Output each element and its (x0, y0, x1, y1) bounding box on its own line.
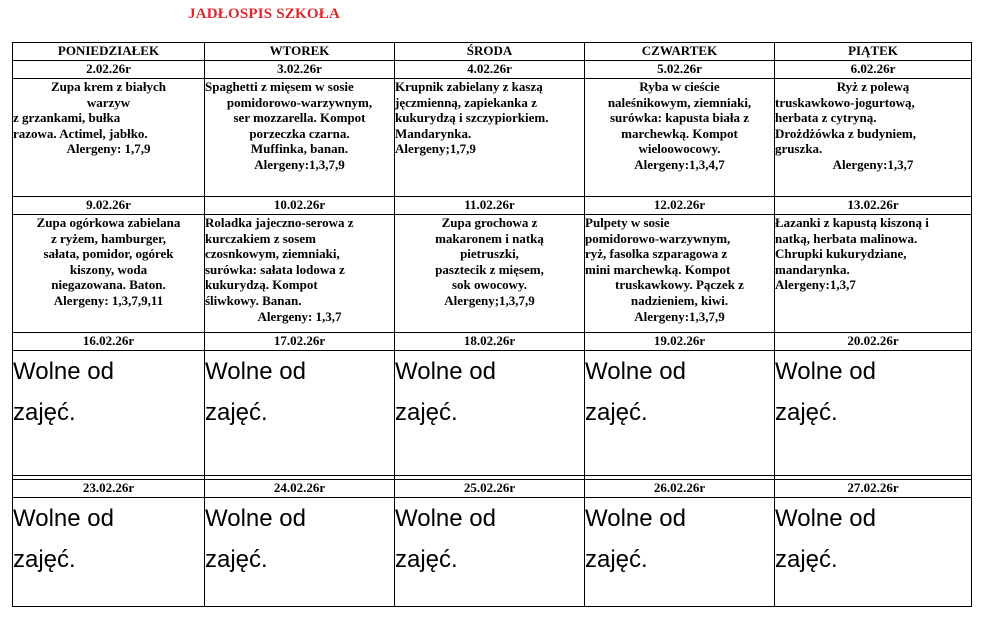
free-line: zajęć. (395, 546, 458, 573)
free-line: Wolne od (205, 505, 306, 532)
date-cell: 3.02.26r (205, 61, 395, 79)
free-line: Wolne od (395, 505, 496, 532)
meal-line: Alergeny;1,3,7,9 (444, 292, 535, 308)
meal-line: natką, herbata malinowa. (775, 230, 918, 246)
meal-line: razowa. Actimel, jabłko. (13, 125, 148, 141)
meal-cell-friday (775, 215, 972, 333)
meal-line: Alergeny:1,3,7 (775, 277, 856, 293)
date-cell: 16.02.26r (13, 333, 205, 351)
date-cell: 20.02.26r (775, 333, 972, 351)
day-header-friday: PIĄTEK (775, 43, 972, 61)
meal-line: Krupnik zabielany z kaszą (395, 79, 543, 94)
date-cell: 19.02.26r (585, 333, 775, 351)
meal-line: surówka: kapusta biała z (609, 110, 750, 126)
date-cell: 10.02.26r (205, 197, 395, 215)
meal-line: ryż, fasolka szparagowa z (585, 246, 728, 262)
week-4-free-row (13, 498, 972, 607)
meal-line: Zupa krem z białych (51, 79, 166, 94)
date-cell: 12.02.26r (585, 197, 775, 215)
meal-line: Drożdżówka z budyniem, (775, 125, 916, 141)
date-cell: 4.02.26r (395, 61, 585, 79)
date-cell: 26.02.26r (585, 480, 775, 498)
week-1-dates-row (13, 61, 972, 79)
meal-cell-friday (775, 79, 972, 197)
free-line: Wolne od (775, 505, 876, 532)
meal-line: herbata z cytryną. (775, 110, 877, 126)
day-header-monday: PONIEDZIAŁEK (13, 43, 205, 61)
free-line: zajęć. (13, 399, 76, 426)
meal-line: z grzankami, bułka (13, 110, 121, 126)
meal-cell-tuesday (205, 79, 395, 197)
meal-cell-tuesday (205, 215, 395, 333)
meal-cell-monday (13, 79, 205, 197)
date-cell: 18.02.26r (395, 333, 585, 351)
meal-line: sałata, pomidor, ogórek (43, 246, 174, 262)
free-day-cell (395, 498, 585, 607)
date-cell: 13.02.26r (775, 197, 972, 215)
meal-line: marchewką. Kompot (621, 125, 738, 141)
meal-line: Zupa ogórkowa zabielana (36, 215, 181, 230)
meal-line: nadzieniem, kiwi. (630, 292, 729, 308)
meal-line: Alergeny;1,7,9 (395, 141, 476, 157)
menu-table (12, 42, 972, 607)
free-line: Wolne od (395, 358, 496, 385)
meal-line: Chrupki kukurydziane, (775, 246, 907, 262)
week-2-dates-row (13, 197, 972, 215)
meal-line: czosnkowym, ziemniaki, (205, 246, 340, 262)
meal-cell-wednesday (395, 79, 585, 197)
free-day-cell (775, 498, 972, 607)
free-line: Wolne od (205, 358, 306, 385)
meal-line: kiszony, woda (69, 261, 148, 277)
free-line: zajęć. (775, 546, 838, 573)
date-cell: 11.02.26r (395, 197, 585, 215)
week-3-dates-row (13, 333, 972, 351)
free-day-cell (585, 351, 775, 476)
days-header-row (13, 43, 972, 61)
meal-line: naleśnikowym, ziemniaki, (607, 94, 752, 110)
meal-line: Ryba w cieście (639, 79, 720, 94)
meal-line: mandarynka. (775, 261, 850, 277)
free-day-cell (205, 498, 395, 607)
meal-line: kukurydzą i szczypiorkiem. (395, 110, 549, 126)
meal-line: kukurydzą. Kompot (205, 277, 318, 293)
free-day-cell (13, 498, 205, 607)
meal-line: truskawkowo-jogurtową, (775, 94, 915, 110)
free-day-cell (395, 351, 585, 476)
meal-line: śliwkowy. Banan. (205, 292, 302, 308)
free-line: zajęć. (13, 546, 76, 573)
meal-line: warzyw (86, 94, 131, 110)
day-header-thursday: CZWARTEK (585, 43, 775, 61)
meal-line: surówka: sałata lodowa z (205, 261, 345, 277)
meal-cell-thursday (585, 79, 775, 197)
meal-line: pomidorowo-warzywnym, (226, 94, 373, 110)
meal-line: porzeczka czarna. (249, 125, 350, 141)
free-line: Wolne od (775, 358, 876, 385)
meal-line: Alergeny: 1,3,7,9,11 (53, 292, 164, 308)
date-cell: 5.02.26r (585, 61, 775, 79)
date-cell: 6.02.26r (775, 61, 972, 79)
meal-line: Alergeny:1,3,7,9 (634, 308, 725, 324)
free-line: zajęć. (585, 546, 648, 573)
meal-line: Spaghetti z mięsem w sosie (205, 79, 354, 94)
meal-line: kurczakiem z sosem (205, 230, 316, 246)
meal-line: Alergeny: 1,3,7 (257, 308, 342, 324)
meal-line: Pulpety w sosie (585, 215, 670, 230)
meal-line: wieloowocowy. (638, 141, 721, 157)
meal-line: pasztecik z mięsem, (435, 261, 544, 277)
date-cell: 24.02.26r (205, 480, 395, 498)
meal-cell-monday (13, 215, 205, 333)
meal-line: Łazanki z kapustą kiszoną i (775, 215, 929, 230)
free-line: Wolne od (13, 505, 114, 532)
free-line: Wolne od (13, 358, 114, 385)
day-header-wednesday: ŚRODA (395, 43, 585, 61)
date-cell: 23.02.26r (13, 480, 205, 498)
meal-line: jęczmienną, zapiekanka z (395, 94, 537, 110)
date-cell: 9.02.26r (13, 197, 205, 215)
meal-line: z ryżem, hamburger, (50, 230, 167, 246)
free-day-cell (205, 351, 395, 476)
week-1-meals-row (13, 79, 972, 197)
meal-line: Alergeny:1,3,7 (832, 156, 914, 172)
free-line: zajęć. (205, 546, 268, 573)
meal-line: pietruszki, (460, 246, 519, 262)
meal-line: Roladka jajeczno-serowa z (205, 215, 354, 230)
free-day-cell (775, 351, 972, 476)
meal-cell-wednesday (395, 215, 585, 333)
meal-line: Muffinka, banan. (250, 141, 349, 157)
week-2-meals-row (13, 215, 972, 333)
meal-line: Ryż z polewą (836, 79, 910, 94)
meal-line: makaronem i natką (435, 230, 544, 246)
free-day-cell (585, 498, 775, 607)
date-cell: 2.02.26r (13, 61, 205, 79)
meal-cell-thursday (585, 215, 775, 333)
meal-line: Mandarynka. (395, 125, 472, 141)
date-cell: 17.02.26r (205, 333, 395, 351)
meal-line: Alergeny: 1,7,9 (66, 141, 151, 157)
meal-line: Alergeny:1,3,4,7 (634, 156, 725, 172)
free-line: zajęć. (585, 399, 648, 426)
meal-line: Alergeny:1,3,7,9 (254, 156, 345, 172)
day-header-tuesday: WTOREK (205, 43, 395, 61)
meal-line: pomidorowo-warzywnym, (585, 230, 731, 246)
date-cell: 27.02.26r (775, 480, 972, 498)
week-4-dates-row (13, 480, 972, 498)
meal-line: Zupa grochowa z (441, 215, 538, 230)
free-line: Wolne od (585, 505, 686, 532)
meal-line: sok owocowy. (451, 277, 528, 293)
week-3-free-row (13, 351, 972, 476)
meal-line: niegazowana. Baton. (51, 277, 166, 293)
date-cell: 25.02.26r (395, 480, 585, 498)
free-day-cell (13, 351, 205, 476)
menu-title: JADŁOSPIS SZKOŁA (188, 6, 340, 22)
meal-line: ser mozzarella. Kompot (233, 110, 366, 126)
free-line: zajęć. (205, 399, 268, 426)
free-line: zajęć. (395, 399, 458, 426)
meal-line: mini marchewką. Kompot (585, 261, 731, 277)
free-line: zajęć. (775, 399, 838, 426)
free-line: Wolne od (585, 358, 686, 385)
meal-line: gruszka. (775, 141, 823, 157)
meal-line: truskawkowy. Pączek z (615, 277, 744, 293)
